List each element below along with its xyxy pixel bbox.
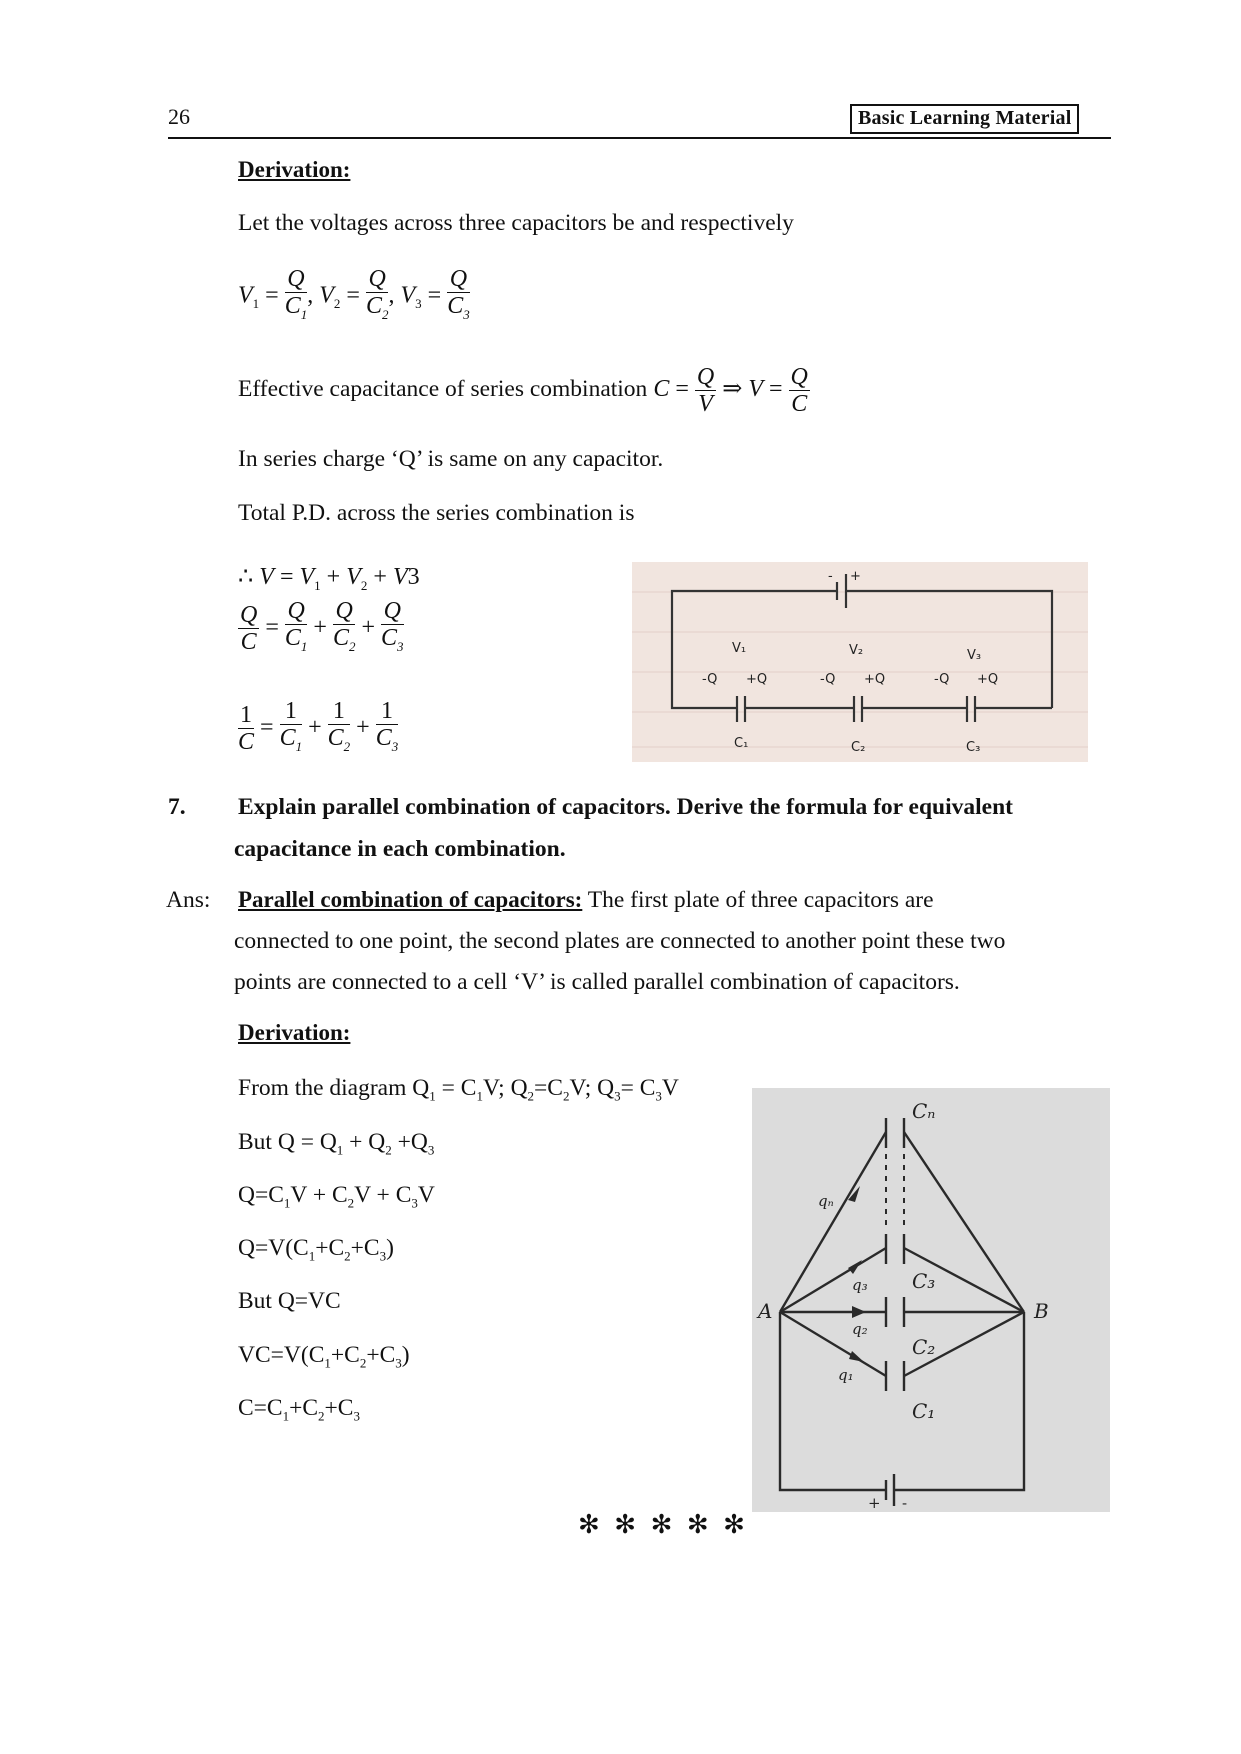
node-b-label: B	[1034, 1299, 1049, 1323]
q-factor-line: $Q=V(C_1+C_2+C_3)$	[238, 1235, 394, 1264]
q1-label: q₁	[838, 1366, 854, 1384]
parallel-heading: Parallel combination of capacitors:	[238, 887, 583, 912]
answer-line1: The first plate of three capacitors are	[582, 887, 934, 913]
c2-label: C₂	[851, 740, 866, 755]
answer-first-line	[238, 885, 1102, 915]
cell-plus-label: +	[868, 1494, 881, 1512]
qn-label: qₙ	[818, 1192, 834, 1210]
header-title: Basic Learning Material	[850, 104, 1079, 134]
same-charge-text: In series charge ‘Q’ is same on any capacitor.	[238, 446, 664, 472]
q-sum-line: $Q=C_1V + C_2V + C_3V$	[238, 1182, 435, 1211]
v1-label: V₁	[732, 641, 747, 656]
answer-line2: connected to one point, the second plates are connected to another point these two	[234, 928, 1006, 954]
parallel-derivation-heading: Derivation:	[238, 1020, 351, 1045]
question-number: 7.	[168, 794, 186, 820]
vc-line: $VC=V(C_1+C_2+C_3)$	[238, 1342, 410, 1371]
header-rule	[168, 137, 1111, 139]
voltage-equations: $V_1$ = $\frac{Q}{C_1}$ , $V_2$ = $\frac{Q}{C_2}$ , $V_3$ = $\frac{Q}{C_3}$	[238, 266, 470, 322]
answer-label: Ans:	[166, 887, 211, 913]
q-plus-2: +Q	[864, 672, 886, 687]
question-text-line1: Explain parallel combination of capacitors. Derive the formula for equivalent	[238, 794, 1014, 820]
series-result-equation: $\frac{1}{C}$ = $\frac{1}{C_1}$ + $\frac{1}{C_2}$ + $\frac{1}{C_3}$	[238, 698, 399, 756]
footer-stars: ✻ ✻ ✻ ✻ ✻	[578, 1510, 749, 1539]
effective-capacitance-line: Effective capacitance of series combination C = $\frac{Q}{V}$ ⇒ V = $\frac{Q}{C}$	[238, 364, 808, 417]
from-diagram-line: From the diagram $Q_1 = C_1V$; $Q_2=C_2V$; $Q_3= C_3V$	[238, 1075, 679, 1104]
q-minus-3: -Q	[934, 672, 950, 687]
q2-label: q₂	[852, 1320, 868, 1338]
c1-parallel-label: C₁	[912, 1399, 936, 1423]
c2-parallel-label: C₂	[912, 1335, 936, 1359]
question-text-line2: capacitance in each combination.	[234, 836, 566, 862]
c3-label: C₃	[966, 740, 981, 755]
but-q-vc-line: But Q=VC	[238, 1288, 341, 1314]
derivation-heading: Derivation:	[238, 157, 351, 182]
parallel-circuit-figure	[752, 1088, 1110, 1512]
effective-capacitance-text: Effective capacitance of series combination	[238, 376, 648, 403]
v3-label: V₃	[967, 648, 982, 663]
page-number: 26	[168, 104, 190, 129]
battery-minus-label: -	[828, 569, 833, 584]
series-circuit-figure	[632, 562, 1088, 762]
q-plus-1: +Q	[746, 672, 768, 687]
cn-label: Cₙ	[912, 1099, 936, 1123]
but-text: But	[238, 1129, 272, 1155]
q-minus-2: -Q	[820, 672, 836, 687]
v2-label: V₂	[849, 643, 864, 658]
charge-ratio-equation: $\frac{Q}{C}$ = $\frac{Q}{C_1}$ + $\frac{Q}{C_2}$ + $\frac{Q}{C_3}$	[240, 598, 404, 656]
c3-parallel-label: C₃	[912, 1269, 936, 1293]
c-result-line: $C=C_1+C_2+C_3$	[238, 1395, 360, 1424]
but-q-line: But $Q = Q_1 + Q_2 +Q_3$	[238, 1129, 435, 1158]
total-pd-text: Total P.D. across the series combination is	[238, 500, 635, 526]
node-a-label: A	[758, 1299, 773, 1323]
q-plus-3: +Q	[977, 672, 999, 687]
cell-minus-label: -	[902, 1494, 908, 1512]
total-voltage-equation: ∴ $V = V_1 + V_2 + V3$	[238, 564, 420, 593]
c1-label: C₁	[734, 736, 749, 751]
voltages-intro: Let the voltages across three capacitors be and respectively	[238, 210, 794, 236]
battery-plus-label: +	[850, 569, 861, 584]
q3-label: q₃	[852, 1276, 868, 1294]
answer-line3: points are connected to a cell ‘V’ is called parallel combination of capacitors.	[234, 969, 960, 995]
from-diagram-text: From the diagram	[238, 1075, 407, 1101]
q-minus-1: -Q	[702, 672, 718, 687]
